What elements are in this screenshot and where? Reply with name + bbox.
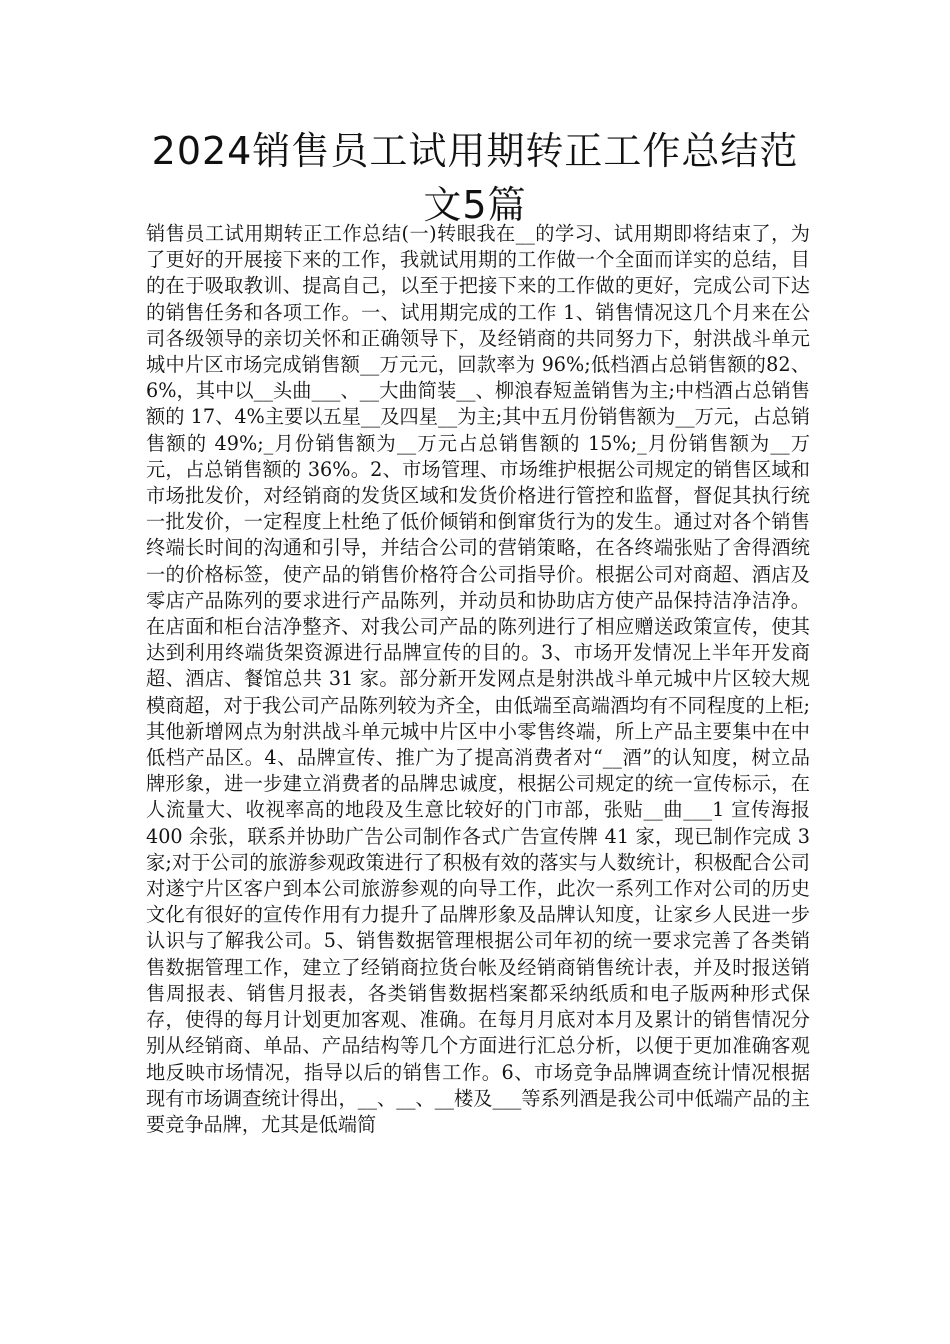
document-body: 销售员工试用期转正工作总结(一)转眼我在__的学习、试用期即将结束了，为了更好的开展接下来的工作，我就试用期的工作做一个全面而详实的总结，目的在于吸取教训、提高自己，以至于把接下来的工作做的更好，完成公司下达的销售任务和各项工作。一、试用期完成的工作 1、销售情况这几个月来在公司各级领导的亲切关怀和正确领导下，及经销商的共同努力下，射洪战斗单元城中片区市场完成销售额__万元元，回款率为 96%;低档酒占总销售额的82、6%，其中以__头曲___、__大曲简装__、柳浪春短盖销售为主;中档酒占总销售额的 17、4%主要以五星__及四星__为主;其中五月份销售额为__万元，占总销售额的 49%;_月份销售额为__万元占总销售额的 15%;_月份销售额为__万元，占总销售额的 36%。2、市场管理、市场维护根据公司规定的销售区域和市场批发价，对经销商的发货区域和发货价格进行管控和监督，督促其执行统一批发价，一定程度上杜绝了低价倾销和倒窜货行为的发生。通过对各个销售终端长时间的沟通和引导，并结合公司的营销策略，在各终端张贴了舍得酒统一的价格标签，使产品的销售价格符合公司指导价。根据公司对商超、酒店及零店产品陈列的要求进行产品陈列，并动员和协助店方使产品保持洁净洁净。在店面和柜台洁净整齐、对我公司产品的陈列进行了相应赠送政策宣传，使其达到利用终端货架资源进行品牌宣传的目的。3、市场开发情况上半年开发商超、酒店、餐馆总共 31 家。部分新开发网点是射洪战斗单元城中片区较大规模商超，对于我公司产品陈列较为齐全，由低端至高端酒均有不同程度的上柜;其他新增网点为射洪战斗单元城中片区中小零售终端，所上产品主要集中在中低档产品区。4、品牌宣传、推广为了提高消费者对“__酒”的认知度，树立品牌形象，进一步建立消费者的品牌忠诚度，根据公司规定的统一宣传标示，在人流量大、收视率高的地段及生意比较好的门市部，张贴__曲___1 宣传海报 400 余张，联系并协助广告公司制作各式广告宣传牌 41 家，现已制作完成 3 家;对于公司的旅游参观政策进行了积极有效的落实与人数统计，积极配合公司对遂宁片区客户到本公司旅游参观的向导工作，此次一系列工作对公司的历史文化有很好的宣传作用有力提升了品牌形象及品牌认知度，让家乡人民进一步认识与了解我公司。5、销售数据管理根据公司年初的统一要求完善了各类销售数据管理工作，建立了经销商拉货台帐及经销商销售统计表，并及时报送销售周报表、销售月报表，各类销售数据档案都采纳纸质和电子版两种形式保存，使得的每月计划更加客观、准确。在每月月底对本月及累计的销售情况分别从经销商、单品、产品结构等几个方面进行汇总分析，以便于更加准确客观地反映市场情况，指导以后的销售工作。6、市场竞争品牌调查统计情况根据现有市场调查统计得出，__、__、__楼及___等系列酒是我公司中低端产品的主要竞争品牌，尤其是低端简 [146, 222, 810, 1136]
document-title: 2024销售员工试用期转正工作总结范文5篇 [151, 129, 799, 227]
